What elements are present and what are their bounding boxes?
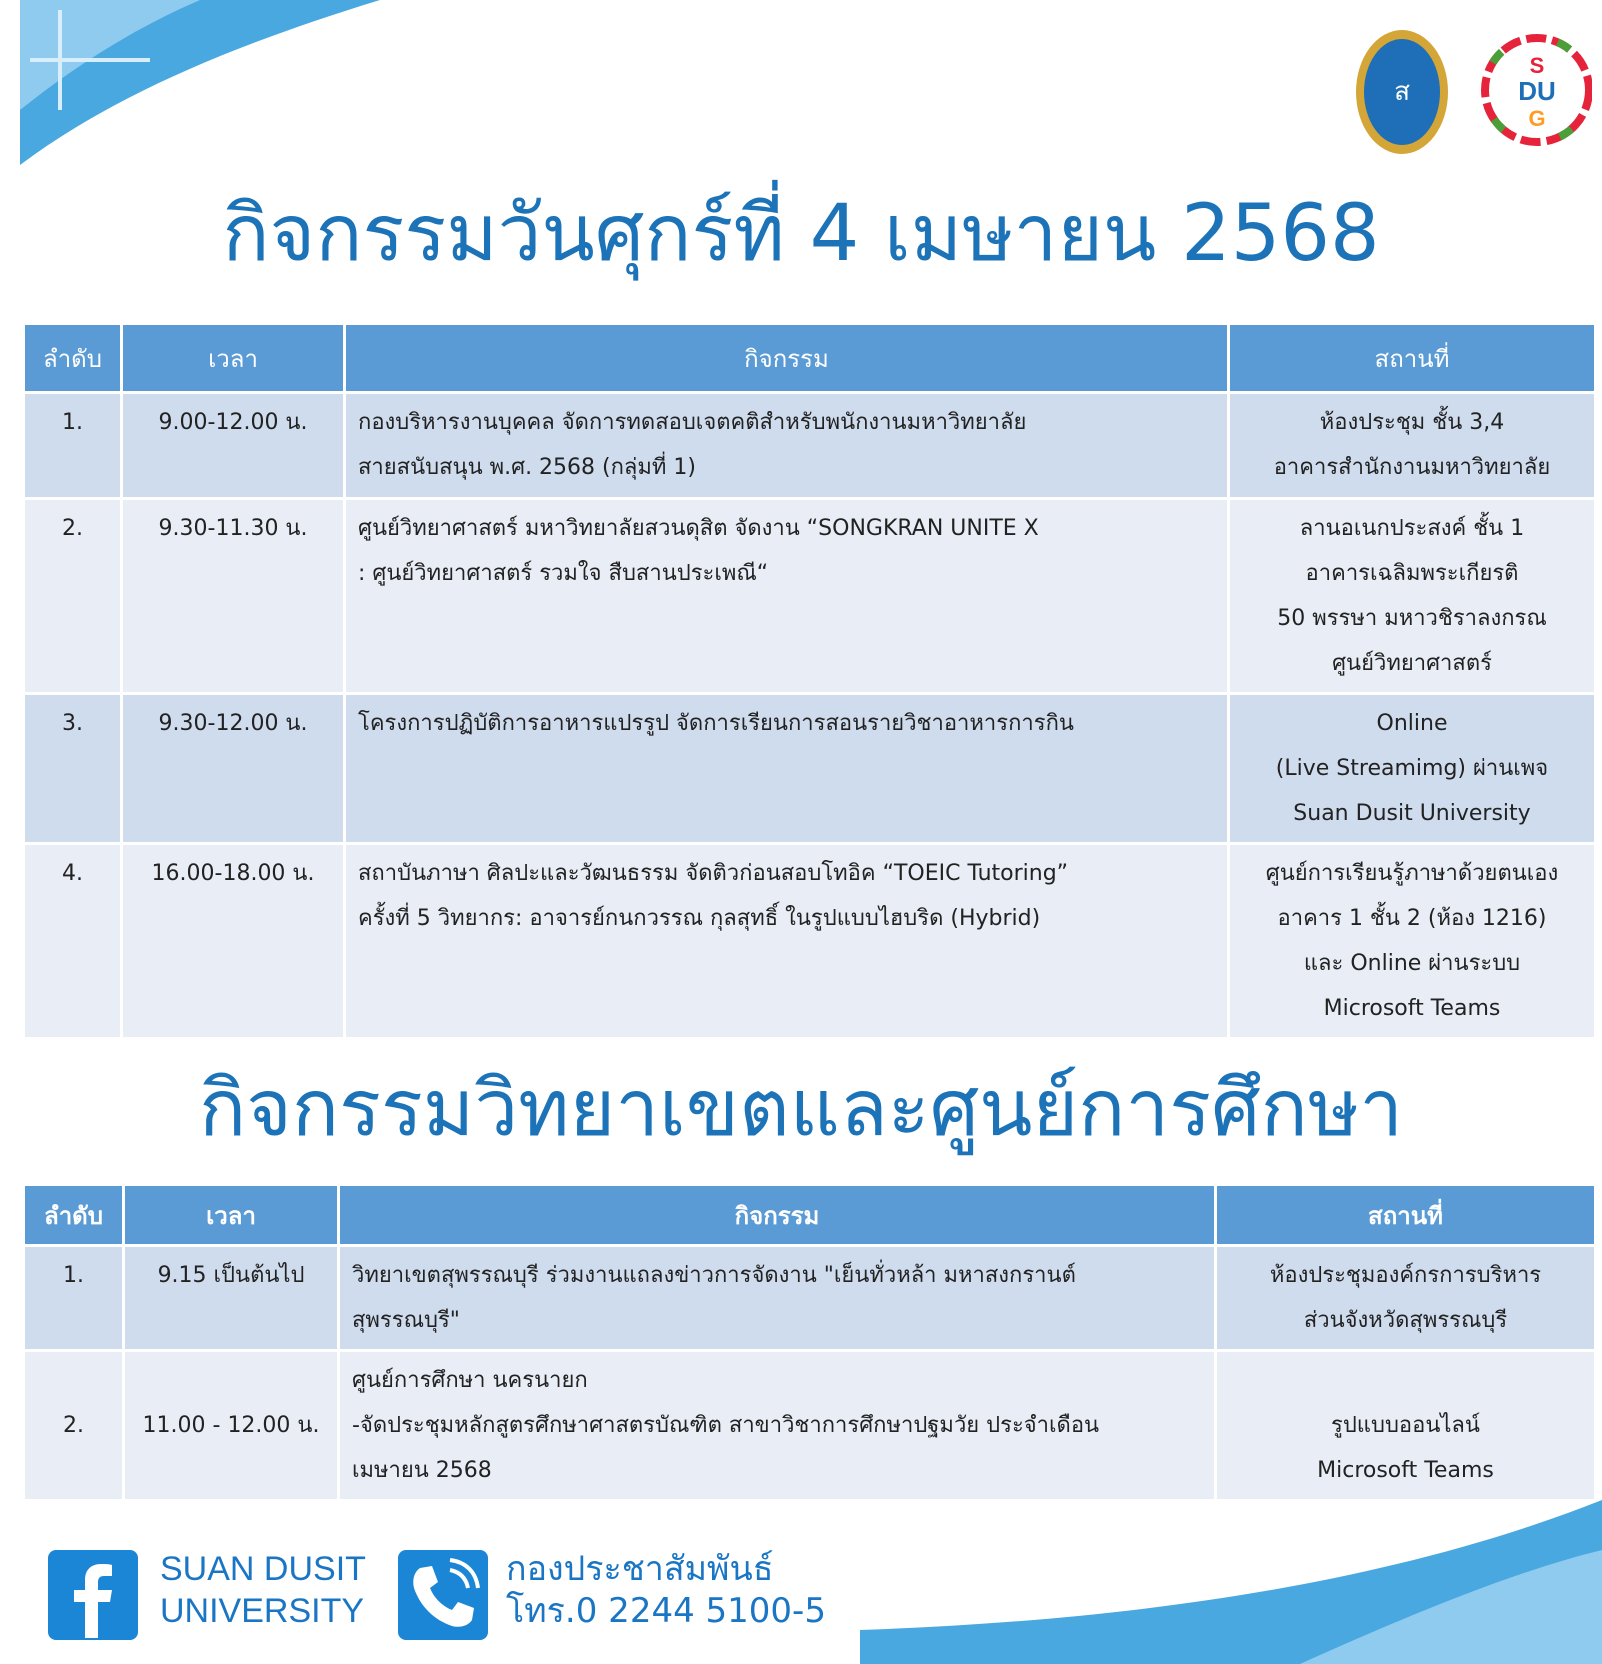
row-place: Online (Live Streamimg) ผ่านเพจ Suan Dusit University bbox=[1229, 694, 1596, 844]
row-place: รูปแบบออนไลน์ Microsoft Teams bbox=[1216, 1351, 1596, 1501]
row-number: 2. bbox=[24, 1351, 124, 1501]
row-time: 9.00-12.00 น. bbox=[122, 393, 345, 499]
facebook-icon[interactable] bbox=[48, 1550, 138, 1640]
row-time: 9.15 เป็นต้นไป bbox=[124, 1246, 339, 1351]
svg-text:DU: DU bbox=[1518, 76, 1556, 106]
svg-text:ส: ส bbox=[1394, 77, 1410, 107]
row-time: 9.30-11.30 น. bbox=[122, 499, 345, 694]
table-row bbox=[24, 1351, 1596, 1501]
sdg-logo-icon bbox=[1485, 38, 1589, 142]
row-number: 1. bbox=[24, 1246, 124, 1351]
row-activity: โครงการปฏิบัติการอาหารแปรรูป จัดการเรียนการสอนรายวิชาอาหารการกิน bbox=[345, 694, 1229, 844]
schedule-table-campus bbox=[22, 1183, 1597, 1502]
row-time: 11.00 - 12.00 น. bbox=[124, 1351, 339, 1501]
row-activity: สถาบันภาษา ศิลปะและวัฒนธรรม จัดติวก่อนสอบโทอิค “TOEIC Tutoring” ครั้งที่ 5 วิทยากร: อาจารย์กนกวรรณ กุลสุทธิ์ ในรูปแบบไฮบริด (Hybrid) bbox=[345, 844, 1229, 1039]
university-seal-icon bbox=[1356, 30, 1448, 154]
table-header bbox=[24, 324, 1596, 393]
row-number: 4. bbox=[24, 844, 122, 1039]
svg-text:G: G bbox=[1528, 106, 1546, 131]
row-place: ศูนย์การเรียนรู้ภาษาด้วยตนเอง อาคาร 1 ชั้น 2 (ห้อง 1216) และ Online ผ่านระบบ Microsoft Teams bbox=[1229, 844, 1596, 1039]
col-header-no: ลำดับ bbox=[24, 324, 122, 393]
schedule-table-main bbox=[22, 322, 1597, 1040]
col-header-time: เวลา bbox=[124, 1185, 339, 1246]
svg-text:S: S bbox=[1529, 53, 1545, 78]
row-time: 16.00-18.00 น. bbox=[122, 844, 345, 1039]
row-activity: กองบริหารงานบุคคล จัดการทดสอบเจตคติสำหรับพนักงานมหาวิทยาลัย สายสนับสนุน พ.ศ. 2568 (กลุ่มที่ 1) bbox=[345, 393, 1229, 499]
section-title-campus: กิจกรรมวิทยาเขตและศูนย์การศึกษา bbox=[198, 1064, 1404, 1154]
facebook-page-name[interactable]: SUAN DUSIT UNIVERSITY bbox=[160, 1550, 366, 1630]
table-row bbox=[24, 1246, 1596, 1351]
row-number: 1. bbox=[24, 393, 122, 499]
row-number: 2. bbox=[24, 499, 122, 694]
col-header-no: ลำดับ bbox=[24, 1185, 124, 1246]
col-header-place: สถานที่ bbox=[1229, 324, 1596, 393]
footer bbox=[48, 1540, 848, 1640]
table-header bbox=[24, 1185, 1596, 1246]
page-title: กิจกรรมวันศุกร์ที่ 4 เมษายน 2568 bbox=[222, 189, 1380, 279]
pr-contact: กองประชาสัมพันธ์ โทร.0 2244 5100-5 bbox=[506, 1549, 826, 1631]
row-place: ห้องประชุม ชั้น 3,4 อาคารสำนักงานมหาวิทยาลัย bbox=[1229, 393, 1596, 499]
row-activity: วิทยาเขตสุพรรณบุรี ร่วมงานแถลงข่าวการจัดงาน "เย็นทั่วหล้า มหาสงกรานต์ สุพรรณบุรี" bbox=[339, 1246, 1216, 1351]
row-activity: ศูนย์การศึกษา นครนายก -จัดประชุมหลักสูตรศึกษาศาสตรบัณฑิต สาขาวิชาการศึกษาปฐมวัย ประจำเดือน เมษายน 2568 bbox=[339, 1351, 1216, 1501]
col-header-place: สถานที่ bbox=[1216, 1185, 1596, 1246]
table-row bbox=[24, 499, 1596, 694]
phone-icon bbox=[398, 1550, 488, 1640]
row-activity: ศูนย์วิทยาศาสตร์ มหาวิทยาลัยสวนดุสิต จัดงาน “SONGKRAN UNITE X : ศูนย์วิทยาศาสตร์ รวมใจ สืบสานประเพณี“ bbox=[345, 499, 1229, 694]
table-row bbox=[24, 844, 1596, 1039]
table-row bbox=[24, 393, 1596, 499]
col-header-activity: กิจกรรม bbox=[339, 1185, 1216, 1246]
table-row bbox=[24, 694, 1596, 844]
row-place: ห้องประชุมองค์กรการบริหาร ส่วนจังหวัดสุพรรณบุรี bbox=[1216, 1246, 1596, 1351]
col-header-time: เวลา bbox=[122, 324, 345, 393]
logos bbox=[1352, 28, 1592, 158]
row-time: 9.30-12.00 น. bbox=[122, 694, 345, 844]
col-header-activity: กิจกรรม bbox=[345, 324, 1229, 393]
row-place: ลานอเนกประสงค์ ชั้น 1 อาคารเฉลิมพระเกียรติ 50 พรรษา มหาวชิราลงกรณ ศูนย์วิทยาศาสตร์ bbox=[1229, 499, 1596, 694]
row-number: 3. bbox=[24, 694, 122, 844]
